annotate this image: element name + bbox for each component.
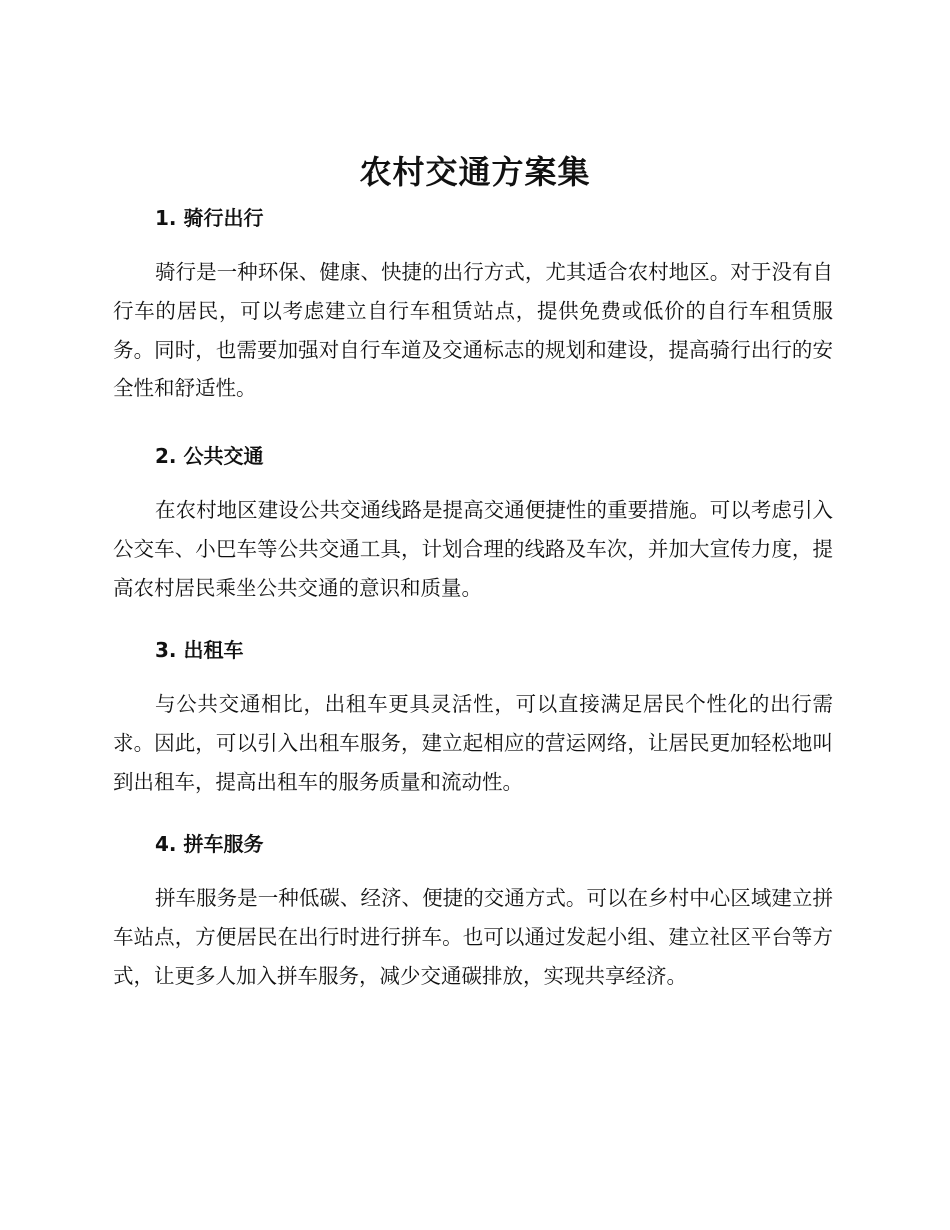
document-title: 农村交通方案集	[359, 153, 591, 191]
section-body-public-transit: 在农村地区建设公共交通线路是提高交通便捷性的重要措施。可以考虑引入公交车、小巴车等公共交通工具，计划合理的线路及车次，并加大宣传力度，提高农村居民乘坐公共交通的意识和质量。	[113, 498, 833, 600]
section-body-carpool: 拼车服务是一种低碳、经济、便捷的交通方式。可以在乡村中心区域建立拼车站点，方便居民在出行时进行拼车。也可以通过发起小组、建立社区平台等方式，让更多人加入拼车服务，减少交通碳排放，实现共享经济。	[113, 886, 833, 988]
section-body-taxi: 与公共交通相比，出租车更具灵活性，可以直接满足居民个性化的出行需求。因此，可以引入出租车服务，建立起相应的营运网络，让居民更加轻松地叫到出租车，提高出租车的服务质量和流动性。	[113, 692, 833, 794]
section-body-cycling: 骑行是一种环保、健康、快捷的出行方式，尤其适合农村地区。对于没有自行车的居民，可以考虑建立自行车租赁站点，提供免费或低价的自行车租赁服务。同时，也需要加强对自行车道及交通标志的规划和建设，提高骑行出行的安全性和舒适性。	[113, 260, 833, 401]
section-heading-taxi: 3. 出租车	[155, 638, 244, 662]
section-heading-carpool: 4. 拼车服务	[155, 832, 264, 856]
section-heading-public-transit: 2. 公共交通	[155, 444, 264, 468]
section-heading-cycling: 1. 骑行出行	[155, 206, 264, 230]
